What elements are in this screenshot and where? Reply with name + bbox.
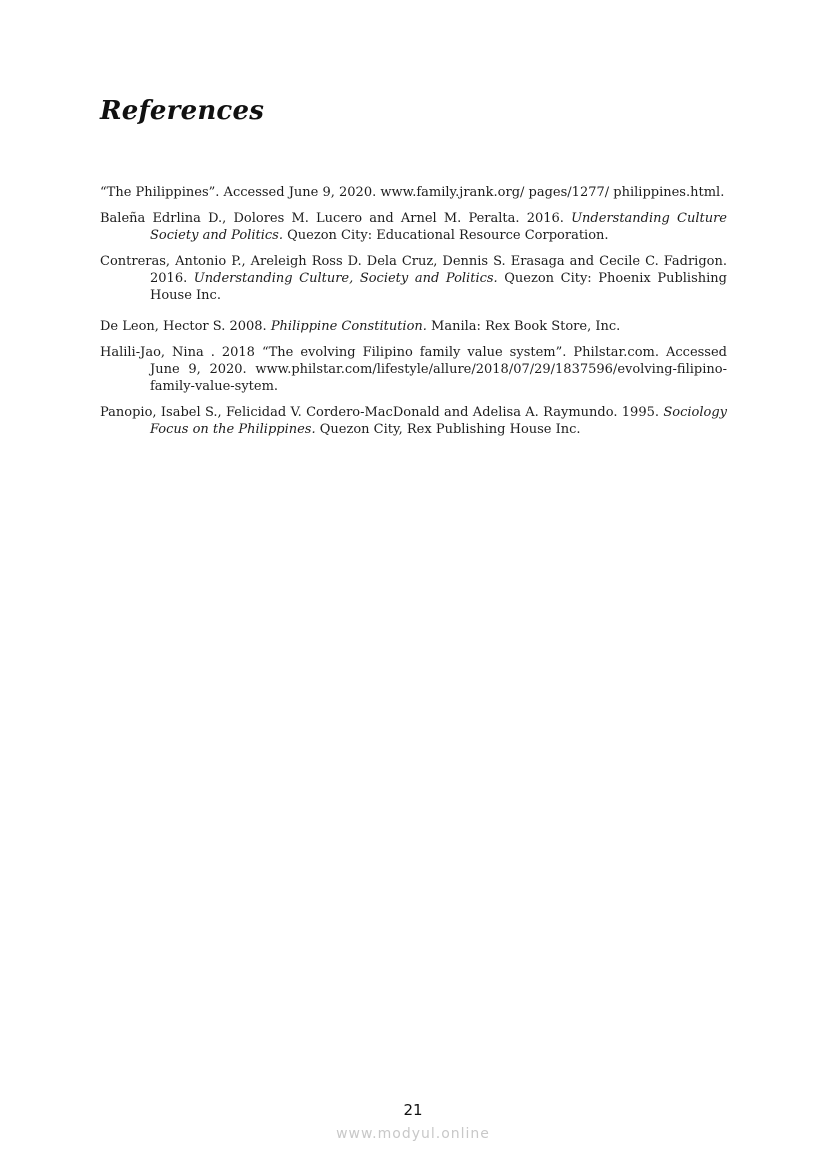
- reference-text: Manila: Rex Book Store, Inc.: [426, 319, 621, 334]
- page-number: 21: [403, 1101, 423, 1119]
- reference-text: Quezon City: Phoenix Publishing House Inc.: [150, 271, 727, 303]
- reference-title: Philippine Constitution.: [270, 319, 427, 334]
- watermark: www.modyul.online: [336, 1126, 490, 1142]
- reference-item: [100, 404, 727, 438]
- reference-text: Baleña Edrlina D., Dolores M. Lucero and Arnel M. Peralta. 2016.: [100, 211, 572, 226]
- reference-title: Understanding Culture, Society and Politics.: [193, 271, 498, 286]
- reference-title: Sociology Focus on the Philippines.: [150, 405, 727, 437]
- reference-text: Quezon City: Educational Resource Corporation.: [282, 228, 609, 243]
- reference-item: [100, 210, 727, 244]
- page-title: References: [100, 96, 265, 126]
- reference-item: [100, 184, 727, 201]
- reference-item: [100, 253, 727, 304]
- reference-text: Quezon City, Rex Publishing House Inc.: [315, 422, 581, 437]
- reference-text: “The Philippines”. Accessed June 9, 2020. www.family.jrank.org/ pages/1277/ philippines.html.: [100, 185, 725, 200]
- reference-list: [100, 184, 727, 447]
- reference-title: Understanding Culture Society and Politics.: [150, 211, 727, 243]
- reference-item: [100, 318, 727, 335]
- reference-text: Contreras, Antonio P., Areleigh Ross D. Dela Cruz, Dennis S. Erasaga and Cecile C. Fadrigon. 2016.: [100, 254, 727, 286]
- reference-text: Halili-Jao, Nina . 2018 “The evolving Filipino family value system”. Philstar.com. Accessed June 9, 2020. www.philstar.com/lifestyle/allure/2018/07/29/1837596/evolving-filipino-family-value-sytem.: [100, 345, 727, 394]
- reference-text: De Leon, Hector S. 2008.: [100, 319, 271, 334]
- reference-text: Panopio, Isabel S., Felicidad V. Cordero-MacDonald and Adelisa A. Raymundo. 1995.: [100, 405, 664, 420]
- reference-item: [100, 344, 727, 395]
